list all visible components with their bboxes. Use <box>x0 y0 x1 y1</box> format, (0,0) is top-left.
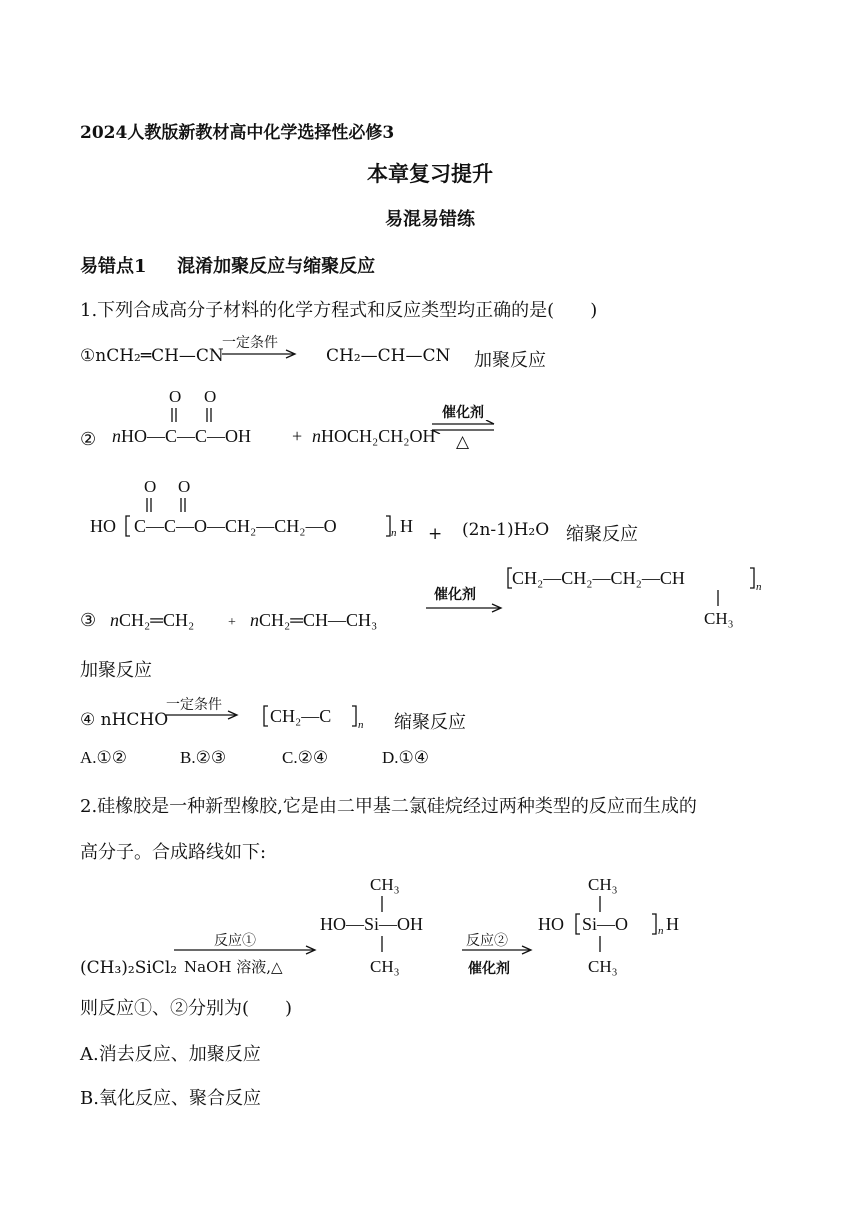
error-point-heading <box>80 252 375 278</box>
svg-text:n: n <box>658 925 664 937</box>
svg-text:nHOCH₂CH₂OH: nHOCH₂CH₂OH <box>312 426 436 446</box>
reaction-1-product: CH₂—CH—CN <box>326 346 451 366</box>
q2-start-material: (CH₃)₂SiCl₂ <box>80 958 178 978</box>
svg-text:nCH₂═CH₂: nCH₂═CH₂ <box>110 610 195 630</box>
reaction-3-catalyst: 催化剂 <box>434 587 476 603</box>
question-2-stem-line2: 高分子。合成路线如下: <box>80 842 267 863</box>
reaction-4-reactant: nHCHO <box>100 710 169 730</box>
q2-step2-arrow <box>460 944 536 956</box>
reaction-3-product <box>504 562 774 632</box>
reaction-2-heat: △ <box>456 432 470 452</box>
q2-option-b[interactable]: B.氧化反应、聚合反应 <box>80 1088 261 1109</box>
reaction-3-type: 加聚反应 <box>80 660 152 681</box>
reaction-2-plus: + <box>292 426 303 446</box>
q2-option-a[interactable]: A.消去反应、加聚反应 <box>80 1044 261 1065</box>
svg-text:n: n <box>756 581 762 593</box>
reaction-3-number: ③ <box>80 610 97 631</box>
svg-text:CH₃: CH₃ <box>370 957 400 976</box>
reaction-3-methyl: CH₃ <box>704 609 734 628</box>
q2-step1-conditions: NaOH 溶液,△ <box>184 958 283 976</box>
reaction-4-product <box>258 700 368 734</box>
svg-text:nHO—C—C—OH: nHO—C—C—OH <box>112 426 252 446</box>
svg-text:C—C—O—CH₂—CH₂—O: C—C—O—CH₂—CH₂—O <box>134 516 337 536</box>
q2-intermediate <box>318 872 458 978</box>
reaction-4-number: ④ <box>80 710 96 730</box>
q1-option-d[interactable]: D.①④ <box>382 748 430 767</box>
reaction-1-number: ① <box>80 346 96 366</box>
reaction-1-condition: 一定条件 <box>222 335 278 351</box>
reaction-1-arrow <box>220 348 300 360</box>
q1-option-a[interactable]: A.①② <box>80 748 128 767</box>
reaction-1-type: 加聚反应 <box>474 350 546 371</box>
svg-text:CH₃: CH₃ <box>588 957 618 976</box>
q2-step2-catalyst: 催化剂 <box>468 961 510 977</box>
reaction-4-type: 缩聚反应 <box>394 712 466 733</box>
svg-text:Si—O: Si—O <box>582 914 629 934</box>
question-2-stem-line1: 2.硅橡胶是一种新型橡胶,它是由二甲基二氯硅烷经过两种类型的反应而生成的 <box>80 796 697 817</box>
chapter-title: 本章复习提升 <box>367 161 493 186</box>
q2-step1-label: 反应① <box>214 933 256 949</box>
error-point-title: 混淆加聚反应与缩聚反应 <box>177 256 376 277</box>
reaction-4 <box>80 710 168 730</box>
section-title: 易混易错练 <box>385 209 475 230</box>
q1-option-c[interactable]: C.②④ <box>282 748 329 767</box>
q2-step2-label: 反应② <box>466 933 508 949</box>
reaction-3-reactants <box>108 600 418 636</box>
svg-text:CH₂—CH₂—CH₂—CH: CH₂—CH₂—CH₂—CH <box>512 568 685 588</box>
reaction-2-number: ② <box>80 429 97 450</box>
svg-text:O: O <box>169 387 182 406</box>
question-2-ask: 则反应①、②分别为( ) <box>80 998 293 1019</box>
reaction-1 <box>80 346 224 366</box>
error-point-label: 易错点1 <box>80 256 147 277</box>
svg-text:H: H <box>400 516 413 536</box>
svg-text:O: O <box>204 387 217 406</box>
svg-text:CH₃: CH₃ <box>588 875 618 894</box>
svg-text:CH₂—C: CH₂—C <box>270 706 332 726</box>
svg-text:H: H <box>666 914 679 934</box>
svg-text:HO: HO <box>90 516 116 536</box>
reaction-1-reactant: nCH₂═CH—CN <box>95 346 224 366</box>
svg-text:n: n <box>391 527 397 539</box>
svg-text:HO: HO <box>538 914 564 934</box>
reaction-2-byproduct: (2n-1)H₂O <box>462 520 550 540</box>
reaction-2-product <box>86 474 426 544</box>
q2-product <box>536 872 696 978</box>
reaction-3-arrow <box>424 602 506 614</box>
question-1-stem: 1.下列合成高分子材料的化学方程式和反应类型均正确的是( ) <box>80 300 598 321</box>
reaction-2-catalyst: 催化剂 <box>442 405 484 421</box>
q1-option-b[interactable]: B.②③ <box>180 748 227 767</box>
svg-text:n: n <box>358 719 364 731</box>
reaction-4-arrow <box>164 709 244 721</box>
reaction-2-type: 缩聚反应 <box>566 524 638 545</box>
svg-text:+: + <box>228 615 236 630</box>
svg-text:CH₃: CH₃ <box>370 875 400 894</box>
q2-step1-arrow <box>172 944 320 956</box>
book-title: 2024人教版新教材高中化学选择性必修3 <box>80 123 395 143</box>
reaction-4-condition: 一定条件 <box>166 697 222 713</box>
svg-text:nCH₂═CH—CH₃: nCH₂═CH—CH₃ <box>250 610 378 630</box>
svg-text:O: O <box>178 477 191 496</box>
svg-text:O: O <box>144 477 157 496</box>
svg-text:HO—Si—OH: HO—Si—OH <box>320 914 424 934</box>
